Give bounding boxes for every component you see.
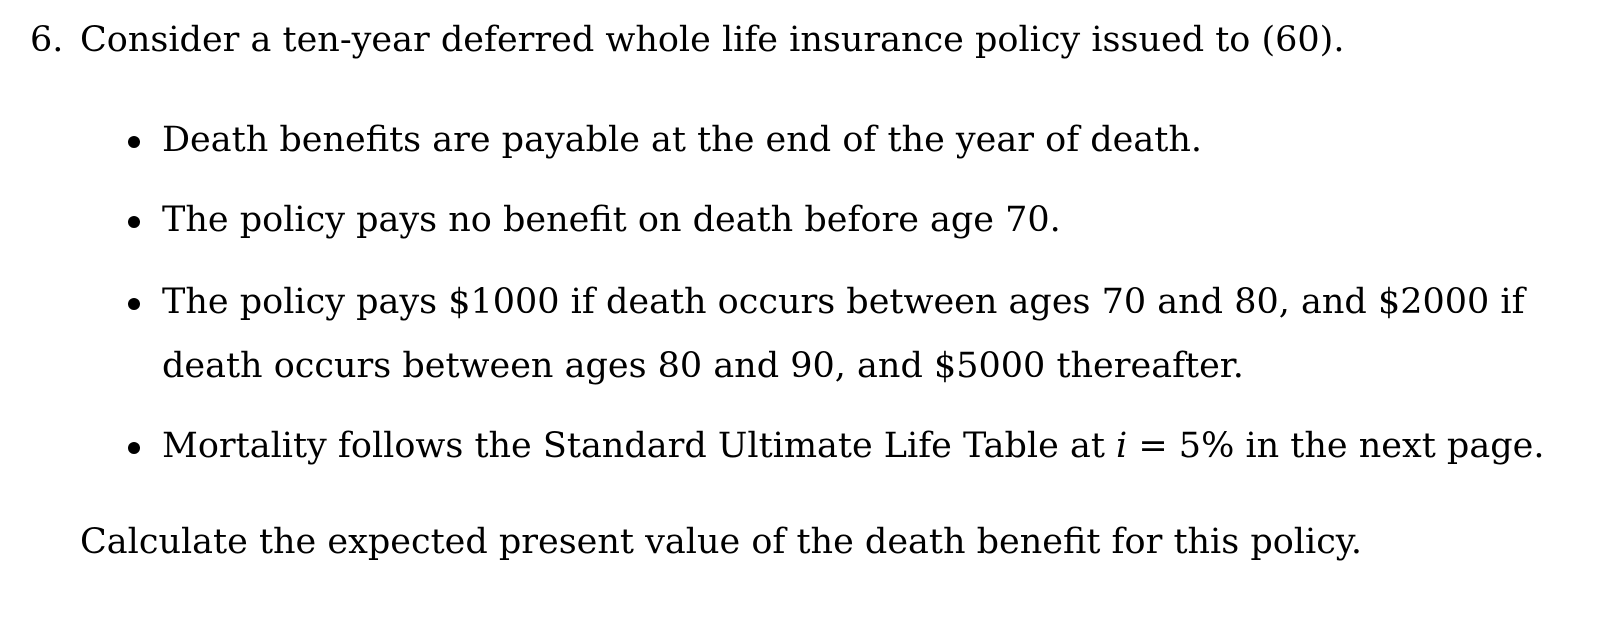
bullet-dot-icon	[128, 298, 140, 310]
list-item-text: The policy pays no benefit on death before age 70.	[162, 200, 1061, 240]
list-item-text	[162, 414, 1544, 478]
problem-number: 6.	[30, 20, 64, 60]
problem-intro-text: Consider a ten-year deferred whole life insurance policy issued to (60).	[80, 20, 1345, 60]
mortality-text-after: = 5% in the next page.	[1127, 426, 1545, 466]
problem-intro	[30, 18, 1344, 62]
interest-variable: i	[1116, 426, 1128, 466]
problem-question: Calculate the expected present value of the death benefit for this policy.	[80, 522, 1363, 562]
mortality-text-before: Mortality follows the Standard Ultimate Life Table at	[162, 426, 1117, 466]
list-item-text: Death benefits are payable at the end of the year of death.	[162, 120, 1202, 160]
bullet-dot-icon	[128, 136, 140, 148]
bullet-dot-icon	[128, 442, 140, 454]
bullet-dot-icon	[128, 216, 140, 228]
list-item-text: The policy pays $1000 if death occurs between ages 70 and 80, and $2000 if death occurs between ages 80 and 90, and $5000 thereafter.	[162, 282, 1525, 386]
